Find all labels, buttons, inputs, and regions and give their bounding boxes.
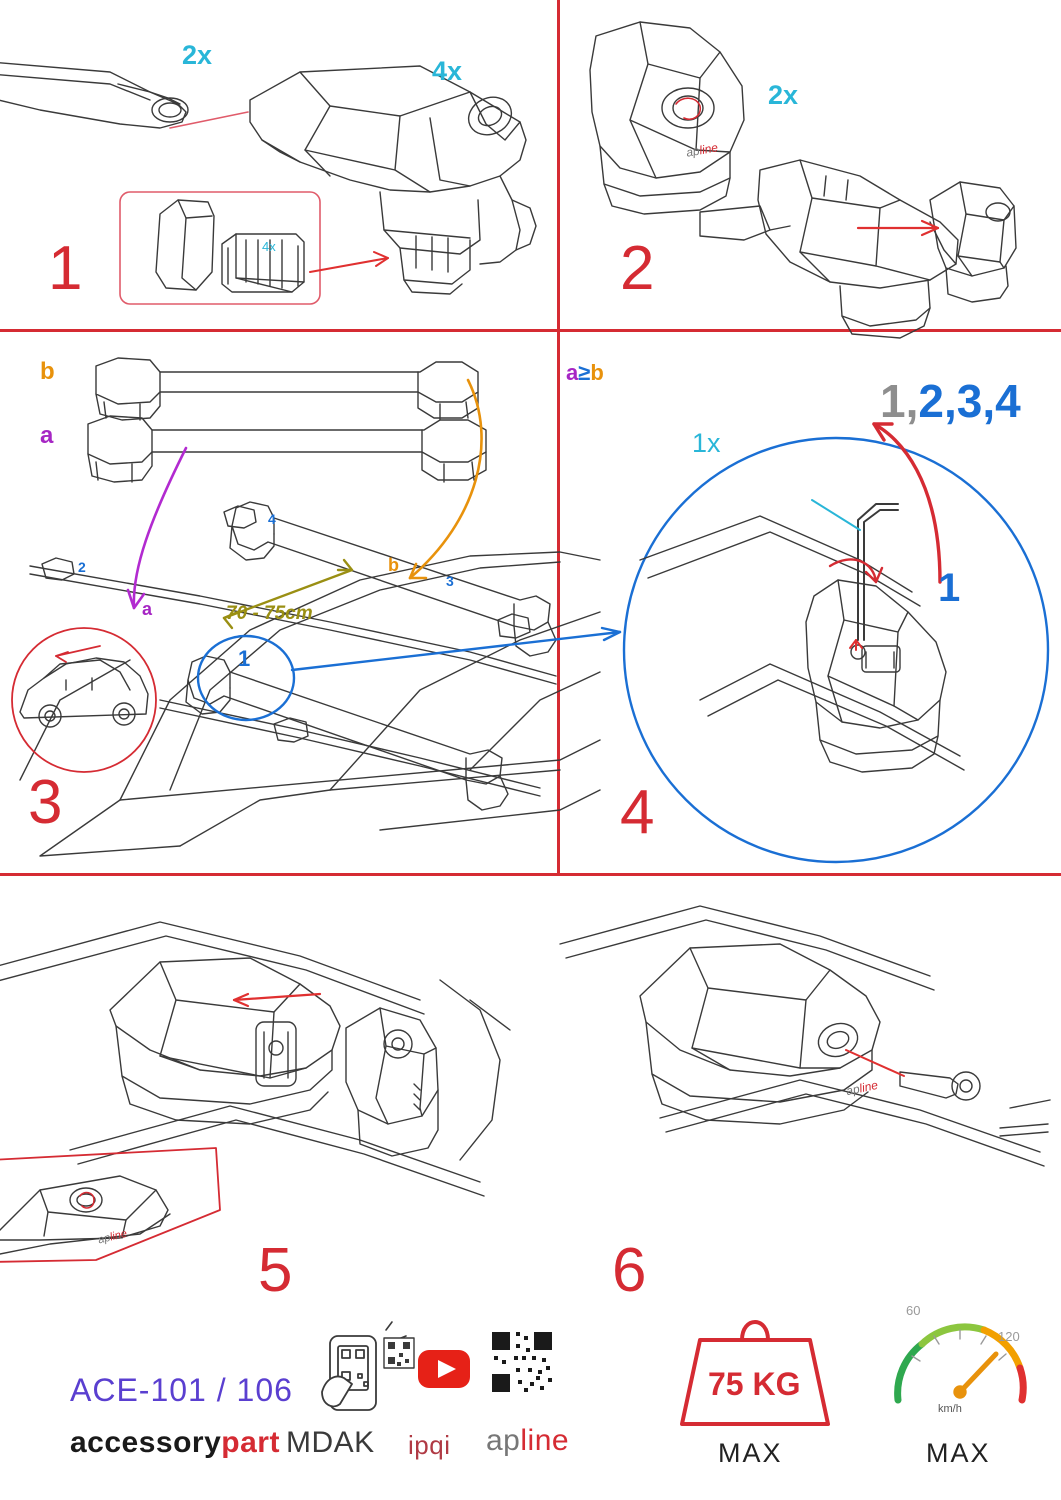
point-label-2: 2: [78, 559, 86, 575]
qty-label-1x-key: 1x: [692, 428, 721, 458]
brand-ipqi: ipqi: [408, 1430, 451, 1460]
step-number-3: 3: [28, 768, 64, 837]
max-load-caption: MAX: [718, 1438, 783, 1468]
logo-ap: ap: [685, 143, 701, 160]
step-number-5: 5: [258, 1236, 294, 1305]
car-side-inset: [12, 628, 156, 772]
rack-foot-top-view: [590, 22, 744, 214]
qty-label-2x-screw: 2x: [768, 80, 799, 110]
qr-phone-code: [384, 1338, 414, 1368]
condition-a: a: [566, 360, 579, 385]
step-number-6: 6: [612, 1236, 648, 1305]
key-icon-illustration: [900, 1072, 980, 1100]
point-label-4: 4: [268, 511, 276, 527]
label-bar-b: b: [40, 358, 55, 385]
condition-b: b: [590, 360, 604, 385]
model-code: ACE-101 / 106: [70, 1372, 293, 1408]
brand-part: part: [221, 1426, 280, 1459]
brand-line: line: [520, 1424, 570, 1457]
brand-ap: ap: [486, 1424, 521, 1457]
measurement-label: 70 - 75cm: [226, 603, 313, 624]
rack-foot-assembly: [250, 66, 536, 294]
rack-bar-endcap-insert: [700, 160, 958, 338]
youtube-icon: [418, 1350, 470, 1388]
logo-line: line: [698, 140, 720, 158]
qty-label-2x-bar: 2x: [182, 40, 213, 70]
point-label-3: 3: [446, 573, 454, 589]
step-number-4: 4: [620, 778, 656, 847]
qty-label-4x-inset: 4x: [262, 239, 276, 254]
brand-mdak: MDAK: [286, 1426, 375, 1459]
label-arrow-a: a: [142, 599, 153, 619]
rail-with-key-removal: [560, 906, 1050, 1166]
speed-tick-min: 60: [906, 1303, 921, 1318]
logo-ap-3: ap: [96, 1231, 112, 1247]
max-load-value: 75 KG: [708, 1366, 801, 1402]
label-arrow-b: b: [388, 555, 399, 575]
brand-accessory: accessory: [70, 1426, 222, 1459]
speed-unit-label: km/h: [938, 1403, 962, 1415]
logo-ap-2: ap: [844, 1081, 861, 1099]
step-number-1: 1: [48, 234, 84, 303]
point-label-1: 1: [238, 646, 251, 671]
callout-number-1: 1: [938, 566, 961, 610]
rubber-strip-inset: [120, 192, 320, 304]
label-bar-a: a: [40, 422, 54, 449]
step-number-2: 2: [620, 234, 656, 303]
endcap-part: [930, 182, 1016, 302]
roof-bar-profile: [0, 62, 188, 128]
crossbar-a: [88, 416, 486, 482]
logo-line-2: line: [857, 1077, 880, 1096]
qty-label-4x-foot: 4x: [432, 56, 463, 86]
sequence-1: 1,: [880, 375, 919, 427]
locked-detail-inset: [0, 1148, 220, 1262]
logo-line-3: line: [108, 1227, 129, 1244]
qr-code-icon: [490, 1330, 554, 1394]
max-speed-caption: MAX: [926, 1438, 991, 1468]
foot-detail-with-lever: [640, 516, 964, 772]
hex-key-tool: [858, 504, 898, 640]
condition-operator: ≥: [578, 360, 591, 385]
speed-tick-max: 120: [998, 1329, 1020, 1344]
crossbar-b: [96, 358, 478, 420]
mounted-crossbar-front: [230, 502, 556, 656]
mounted-crossbar-rear: [186, 656, 508, 810]
sequence-rest: 2,3,4: [918, 375, 1021, 427]
